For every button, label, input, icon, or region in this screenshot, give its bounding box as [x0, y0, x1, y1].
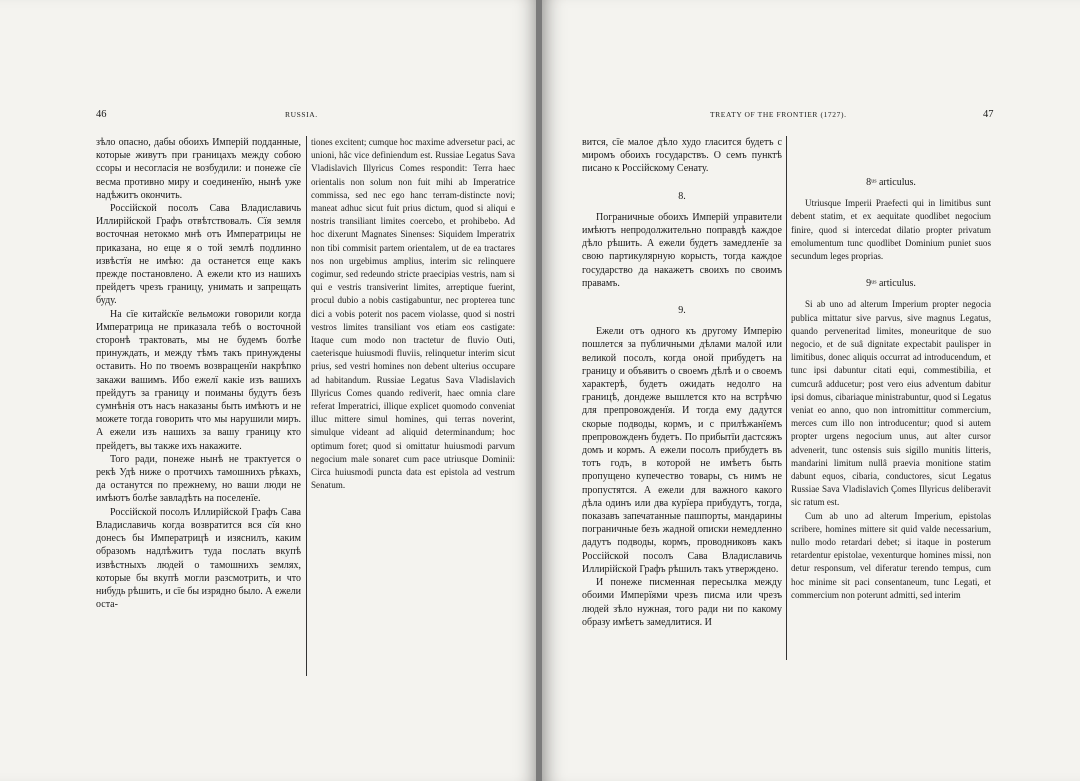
paragraph: вится, сїе малое дѣло худо гласится будетъ с миромъ обоихъ государствъ. О семъ пунктѣ писано к Россійскому Сенату.	[582, 137, 782, 175]
section-heading: 9ᵘˢ articulus.	[866, 278, 916, 290]
section-heading: 9.	[678, 305, 686, 317]
paragraph: Того ради, понеже нынѣ не трактуется о рекѣ Удѣ ниже о протчихъ тамошнихъ рѣкахъ, да останутся по прежнему, но ваши люди не имѣютъ болѣе завладѣть на поселенїе.	[96, 453, 301, 505]
column-divider	[306, 136, 307, 676]
paragraph: Пограничные обоихъ Имперій управители имѣютъ непродолжительно поправдѣ каждое дѣло рѣшить. А ежели будетъ замедленїе за свою партикулярную корысть, тогда каждое государство да накажетъ своихъ по своимъ правамъ.	[582, 211, 782, 289]
column-divider	[786, 136, 787, 660]
paragraph: Ежели отъ одного къ другому Имперію пошлется за публичными дѣлами малой или великой посолъ, когда оной прибудетъ на границу и объявитъ о своемъ дѣлѣ и о своемъ характерѣ, будетъ ожидать недолго на границѣ, дондеже вышлется кто на встрѣчю для препровожденїя. И тогда ему дадутся скорые подводы, кормъ, и с прилѣжанїемъ препровожденъ будетъ. По прибытїи дастсяжъ домъ и кормъ. А ежели посолъ прибудетъ въ тотъ годъ, в которой не имѣетъ быть пропущено купечество товары, съ нимъ не пропустятся. А ежели для важного какого дѣла одинъ или два курїера прибудутъ, тогда, показавъ запечатанные пашпорты, мандарины пограничные безъ жадной описки немедленно дадутъ подводы, кормъ, проводниковъ какъ Россійской посолъ Сава Владиславичь Иллирійской Графъ рѣшилъ такъ утверждено.	[582, 326, 782, 575]
latin-column-left	[311, 136, 515, 492]
paragraph: Si ab uno ad alterum Imperium propter negocia publica mittatur sive parvus, sive magnus Legatus, quando perveneritad limites, moneuritque de suo negocio, et de suâ dignitate expectabit paulisper in limitibus, donec aliquis occurrat ad introducendum, et tunc ipsi dabuntur citati equi, commestibilia, et cumcurâ adducetur; post vero eius adventum dabitur ipsi domus, cibariaque ministrabuntur, quod si Legatus veniat eo anno, quo non intromittitur commercium, merces cum illo non introducentur; quod si autem propter urgens negocium unus, aut alter cursor advenerit, tunc ostensis suis sigillo munitis litteris, mandarini limitum nullâ praevia monitione statim dabunt equos, cibaria, conductores, sicut Legatus Russiae Sava Vladislavich Çomes Illyricus deliberavit sic ratum est.	[791, 299, 991, 508]
page-number-right: 47	[983, 109, 994, 120]
paragraph: зѣло опасно, дабы обоихъ Имперій подданные, которые живутъ при границахъ между собою ссоры и несогласія не возбудили: и понеже сїе весма противно миру и соединенїю, нынѣ уже надѣжитъ окончить.	[96, 137, 301, 201]
running-head-right: TREATY OF THE FRONTIER (1727).	[710, 110, 847, 119]
russian-column-right	[582, 136, 782, 629]
paragraph: Россійской посолъ Сава Владиславичь Иллирійской Графъ отвѣтствовалъ. Сїя земля восточная нетокмо мнѣ отъ Императрицы не приказана, но еще я о той землѣ подлинно извѣстїя не имѣю: да останется еще какъ прежде постановлено. А ежели кто из нашихъ прейдетъ чрезъ границу, унимать и запрещать буду.	[96, 203, 301, 307]
russian-column-left	[96, 136, 301, 611]
paragraph: Россійской посолъ Иллирійской Графъ Сава Владиславичь когда возвратится вся сїя кно донесъ бы Императрицѣ и изяснилъ, каким образомъ надлѣжитъ туда послать вкупѣ извѣстныхъ людей о тамошнихъ землях, которые бы вкупѣ могли разсмотрить, и что нибудь рѣшить, и сїе бы изрядно было. А ежели оста-	[96, 506, 302, 611]
paragraph: Cum ab uno ad alterum Imperium, epistolas scribere, homines mittere sit quid valde necessarium, nullo modo retardari debet; si itaque in posterum retardentur epistolae, vexenturque homines missi, non detur responsum, vel diferatur terendo tempus, cum hoc minime sit paci consentaneum, tunc Legati, et commercium non poterunt admitti, sed interim	[791, 510, 991, 600]
section-heading: 8.	[678, 190, 686, 202]
running-head-left: RUSSIA.	[285, 110, 318, 119]
right-page	[542, 0, 1080, 781]
paragraph: На сїе китайскїе вельможи говорили когда Императрица не приказала тебѣ о восточной сторонѣ трактовать, мы не будемъ болѣе принуждать, и между тѣмъ такъ принуждены оставить. Но по твоемъ возвращенїи накрѣпко закажи вашимъ. Ибо ежелї какіе изъ вашихъ прейдутъ за границу и поиманы будутъ безъ сумнѣнія отъ насъ наказаны быть имѣютъ и не можете тогда говорить что мы нарушили миръ. А ежели изъ нашихъ за вашу границу кто прейдетъ, вы также ихъ накажите.	[96, 308, 301, 452]
paragraph: Utriusque Imperii Praefecti qui in limitibus sunt debent statim, et ex aequitate quodlibet negocium finire, quod si intercedat dilatio propter privatum emolumentum tunc quodlibet Dominium puniet suos secundum leges proprias.	[791, 198, 991, 262]
paragraph: И понеже писменная пересылка между обоими Имперїями чрезъ писма или чрезъ людей зѣло нужная, того ради ни по какому образу имѣетъ замедлитися. И	[582, 577, 782, 628]
section-heading: 8ᵘˢ articulus.	[866, 177, 916, 188]
page-number-left: 46	[96, 109, 107, 120]
left-page	[0, 0, 538, 781]
latin-column-right	[791, 136, 991, 602]
paragraph: tiones excitent; cumque hoc maxime adversetur paci, ac unioni, hâc vice definiendum est. Russiae Legatus Sava Vladislavich Illyricus Comes respondit: Terra haec orientalis non solum non fuit mihi ab Imperatrice commissa, sed nec ego hanc terram-distincte novi; maneat adhuc sicut fuit prius dictum, quod si aliqui e nostris transiliant limites coercebo, et prohibebo. Ad hoc dixerunt Magnates Sinenses: Siquidem Imperatrix non tibi commisit partem orientalem, ut de ea tractares nos non urgebimus amplius, interim sic relinquere cogimur, sed redeundo stricte praecipias vestris, nam si qui e vestris transiverint limites, arreptique fuerint, procul dubio a nobis castigabuntur, nec propterea tunc dici a vobis poterit nos pacem violasse, quod si nostri vestros limites transiliant vos etiam eos castigate: Itaque cum modo non tractetur de fluvio Outi, caeterisque huiusmodi fluviis, relinquetur interim sicut prius, sed vestri homines non debent ulterius occupare ad habitandum. Russiae Legatus Sava Vladislavich Illyricus Comes quando rediverit, haec omnia clare referat Imperatrici, illique explicet quomodo conveniat illuc mittere simul homines, qui terras noverint, simulque videant ad aliquid determinandum; hoc optimum foret; quod si omittatur huiusmodi parvum negocium male sonaret cum pace utriusque Dominii: Circa huiusmodi puncta data est epistola ad vestrum Senatum.	[311, 137, 515, 491]
